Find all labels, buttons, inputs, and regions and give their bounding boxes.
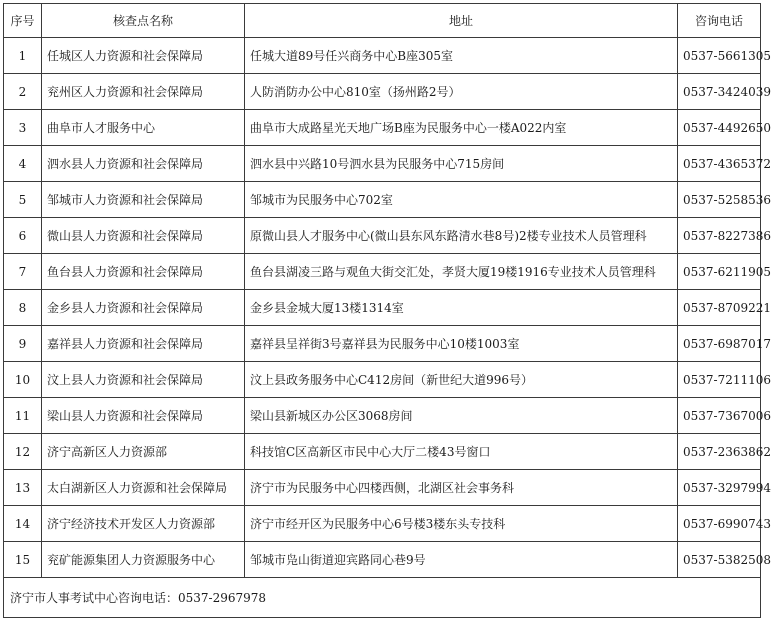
row-phone: 0537-5382508 bbox=[678, 542, 761, 578]
table-footer bbox=[4, 578, 761, 618]
row-serial-number: 13 bbox=[4, 470, 42, 506]
row-checkpoint-name: 鱼台县人力资源和社会保障局 bbox=[42, 254, 245, 290]
table-row bbox=[4, 470, 761, 506]
row-address: 人防消防办公中心810室（扬州路2号） bbox=[245, 74, 678, 110]
row-address: 鱼台县湖凌三路与观鱼大街交汇处，孝贤大厦19楼1916专业技术人员管理科 bbox=[245, 254, 678, 290]
row-address: 邹城市凫山街道迎宾路同心巷9号 bbox=[245, 542, 678, 578]
row-checkpoint-name: 汶上县人力资源和社会保障局 bbox=[42, 362, 245, 398]
row-address: 汶上县政务服务中心C412房间（新世纪大道996号） bbox=[245, 362, 678, 398]
table-row bbox=[4, 74, 761, 110]
row-serial-number: 15 bbox=[4, 542, 42, 578]
row-serial-number: 2 bbox=[4, 74, 42, 110]
row-checkpoint-name: 嘉祥县人力资源和社会保障局 bbox=[42, 326, 245, 362]
row-phone: 0537-4365372 bbox=[678, 146, 761, 182]
row-serial-number: 11 bbox=[4, 398, 42, 434]
row-checkpoint-name: 梁山县人力资源和社会保障局 bbox=[42, 398, 245, 434]
row-checkpoint-name: 任城区人力资源和社会保障局 bbox=[42, 38, 245, 74]
row-phone: 0537-5258536 bbox=[678, 182, 761, 218]
table-body bbox=[4, 38, 771, 578]
row-phone: 0537-8227386 bbox=[678, 218, 761, 254]
table-row bbox=[4, 38, 761, 74]
table-row bbox=[4, 182, 761, 218]
row-serial-number: 14 bbox=[4, 506, 42, 542]
row-serial-number: 6 bbox=[4, 218, 42, 254]
table-row bbox=[4, 110, 761, 146]
row-address: 嘉祥县呈祥街3号嘉祥县为民服务中心10楼1003室 bbox=[245, 326, 678, 362]
row-address: 科技馆C区高新区市民中心大厅二楼43号窗口 bbox=[245, 434, 678, 470]
row-checkpoint-name: 济宁经济技术开发区人力资源部 bbox=[42, 506, 245, 542]
row-checkpoint-name: 济宁高新区人力资源部 bbox=[42, 434, 245, 470]
header-phone: 咨询电话 bbox=[678, 4, 761, 38]
row-serial-number: 10 bbox=[4, 362, 42, 398]
row-serial-number: 9 bbox=[4, 326, 42, 362]
row-phone: 0537-7211106 bbox=[678, 362, 761, 398]
row-address: 济宁市为民服务中心四楼西侧，北湖区社会事务科 bbox=[245, 470, 678, 506]
row-phone: 0537-6990743 bbox=[678, 506, 761, 542]
table-row bbox=[4, 146, 761, 182]
row-phone: 0537-6987017 bbox=[678, 326, 761, 362]
header-checkpoint-name: 核查点名称 bbox=[42, 4, 245, 38]
row-phone: 0537-8709221 bbox=[678, 290, 761, 326]
table-header bbox=[4, 4, 761, 38]
row-checkpoint-name: 太白湖新区人力资源和社会保障局 bbox=[42, 470, 245, 506]
row-address: 梁山县新城区办公区3068房间 bbox=[245, 398, 678, 434]
row-serial-number: 7 bbox=[4, 254, 42, 290]
table-row bbox=[4, 542, 761, 578]
row-serial-number: 1 bbox=[4, 38, 42, 74]
row-serial-number: 3 bbox=[4, 110, 42, 146]
table-row bbox=[4, 218, 761, 254]
row-serial-number: 8 bbox=[4, 290, 42, 326]
table-row bbox=[4, 362, 761, 398]
row-phone: 0537-4492650 bbox=[678, 110, 761, 146]
header-address: 地址 bbox=[245, 4, 678, 38]
row-checkpoint-name: 泗水县人力资源和社会保障局 bbox=[42, 146, 245, 182]
row-address: 原微山县人才服务中心(微山县东风东路清水巷8号)2楼专业技术人员管理科 bbox=[245, 218, 678, 254]
row-serial-number: 5 bbox=[4, 182, 42, 218]
row-phone: 0537-3297994 bbox=[678, 470, 761, 506]
table-row bbox=[4, 254, 761, 290]
header-row bbox=[4, 4, 761, 38]
row-checkpoint-name: 兖矿能源集团人力资源服务中心 bbox=[42, 542, 245, 578]
footer-row bbox=[4, 578, 761, 618]
row-checkpoint-name: 邹城市人力资源和社会保障局 bbox=[42, 182, 245, 218]
row-phone: 0537-2363862 bbox=[678, 434, 761, 470]
row-address: 泗水县中兴路10号泗水县为民服务中心715房间 bbox=[245, 146, 678, 182]
checkpoint-table bbox=[3, 3, 771, 618]
row-address: 济宁市经开区为民服务中心6号楼3楼东头专技科 bbox=[245, 506, 678, 542]
row-address: 金乡县金城大厦13楼1314室 bbox=[245, 290, 678, 326]
row-phone: 0537-3424039 bbox=[678, 74, 761, 110]
row-serial-number: 4 bbox=[4, 146, 42, 182]
table-row bbox=[4, 398, 761, 434]
footer-contact-note: 济宁市人事考试中心咨询电话：0537-2967978 bbox=[4, 578, 761, 618]
table-row bbox=[4, 434, 761, 470]
row-checkpoint-name: 金乡县人力资源和社会保障局 bbox=[42, 290, 245, 326]
row-checkpoint-name: 兖州区人力资源和社会保障局 bbox=[42, 74, 245, 110]
table-row bbox=[4, 326, 761, 362]
row-serial-number: 12 bbox=[4, 434, 42, 470]
row-address: 任城大道89号任兴商务中心B座305室 bbox=[245, 38, 678, 74]
row-phone: 0537-5661305 bbox=[678, 38, 761, 74]
row-checkpoint-name: 曲阜市人才服务中心 bbox=[42, 110, 245, 146]
row-address: 曲阜市大成路星光天地广场B座为民服务中心一楼A022内室 bbox=[245, 110, 678, 146]
table-row bbox=[4, 290, 761, 326]
table-row bbox=[4, 506, 761, 542]
header-serial-number: 序号 bbox=[4, 4, 42, 38]
row-address: 邹城市为民服务中心702室 bbox=[245, 182, 678, 218]
row-phone: 0537-7367006 bbox=[678, 398, 761, 434]
row-phone: 0537-6211905 bbox=[678, 254, 761, 290]
row-checkpoint-name: 微山县人力资源和社会保障局 bbox=[42, 218, 245, 254]
